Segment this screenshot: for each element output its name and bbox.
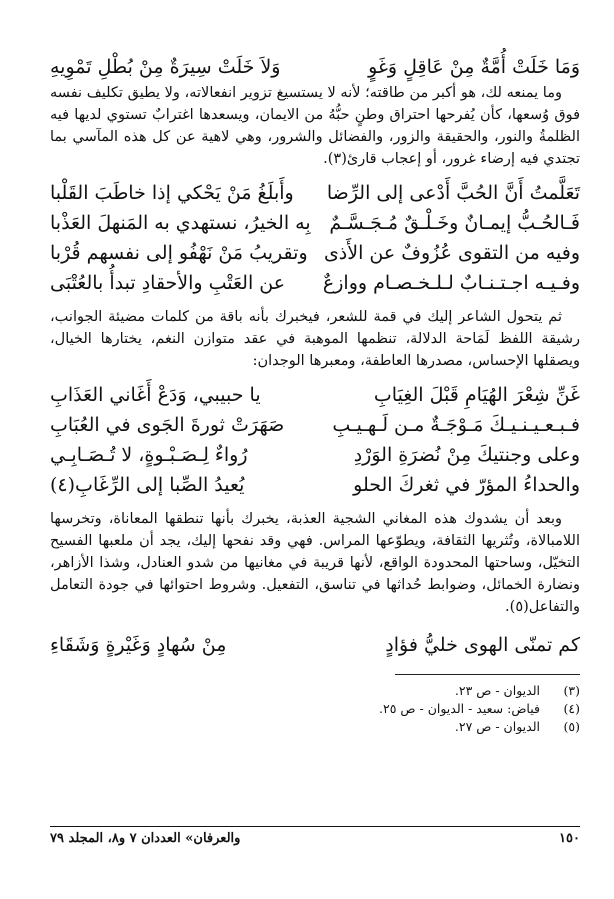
- verse-hemistich-right: كم تمنّى الهوى خليُّ فؤادٍ: [385, 634, 580, 656]
- verse-line: [50, 410, 580, 440]
- verse-line: [50, 440, 580, 470]
- verse-hemistich-left: مِنْ سُهادٍ وَغَيْرةٍ وَشَقَاءِ: [50, 634, 227, 656]
- verse-hemistich-right: وفيه من التقوى عُزُوفٌ عن الأَذى: [323, 242, 580, 264]
- verse-hemistich-right: وعلى وجنتيكَ مِنْ نُضرَةِ الوَرْدِ: [353, 444, 580, 466]
- verse-hemistich-right: والحداءُ المؤرّ في ثغركَ الحلو: [353, 474, 580, 496]
- footnote: [50, 718, 580, 736]
- footnote: [50, 700, 580, 718]
- footnote-divider: [395, 674, 580, 675]
- paragraph: وما يمنعه لك، هو أكبر من طاقته؛ لأنه لا يستسيغ تزوير انفعالاته، ولا يطيق تكليف نفسه فوق وُسعها، كأن يُفرحها احتراق وطنٍ حبُّهُ من الايمان، ويسعدها اغترابٌ تستوي لديها فيه الظلمةُ والنور، والحقيقة والزور، والفضائل والشرور، وهي لاهية عن كل هذه المآسي بما تجتدي فيه إرضاء غرور، أو إعجاب قارئ(٣).: [50, 85, 580, 167]
- verse-line: [50, 52, 580, 82]
- verse-hemistich-left: يُعيدُ الصِّبا إلى الرِّغَابِ(٤): [50, 474, 245, 496]
- verse-hemistich-left: يا حبيبي، وَدَعْ أَغَاني العَذَابِ: [50, 384, 261, 406]
- paragraph: ثم يتحول الشاعر إليك في قمة للشعر، فيخبرك بأنه باقة من كلمات مضيئة الجوانب، رشيقة اللفظ لَمَاحة الدلالة، تنظمها الموهبة في عقد متوازن النغم، يختارها الخيال، ويصقلها الإحساس، مصدرها العاطفة، ومعبرها الوجدان:: [50, 309, 580, 369]
- footnote-text: الديوان - ص ٢٣.: [454, 683, 540, 698]
- verse-hemistich-right: غَنِّ شِعْرَ الهُيَامِ قَبْلَ الغِيَابِ: [373, 384, 580, 406]
- verse-line: [50, 208, 580, 238]
- footnote: [50, 682, 580, 700]
- verse-hemistich-left: صَهَرَتْ ثورةَ الجَوى في العُبَابِ: [50, 414, 285, 436]
- journal-citation: والعرفان» العددان ٧ و٨، المجلد ٧٩: [50, 831, 241, 846]
- verse-hemistich-left: وَلاَ خَلَتْ سِيرَةٌ مِنْ بُطْلِ تَمْوِيهِ: [50, 56, 281, 78]
- verse-hemistich-left: رُواءٌ لِـصَـبْـوةٍ، لا تُـصَـابِـي: [50, 444, 248, 466]
- verse-hemistich-right: فـبـعـيـنـيـكَ مَـوْجَـةٌ مـن لَـهـيـبِ: [332, 414, 580, 436]
- verse-line: [50, 630, 580, 660]
- verse-hemistich-right: تَعَلَّمتُ أَنَّ الحُبَّ أَدْعى إلى الرِّضا: [326, 182, 580, 204]
- verse-line: [50, 268, 580, 298]
- verse-hemistich-right: وفـيـه اجـتـنـابٌ لـلـخـصـام ووازعٌ: [322, 272, 580, 294]
- verse-line: [50, 380, 580, 410]
- footnote-number: (٤): [563, 701, 580, 716]
- footnote-text: الديوان - ص ٢٧.: [454, 719, 540, 734]
- verse-hemistich-left: وأَبلَغُ مَنْ يَحْكي إذا خاطَبَ القَلْبا: [50, 182, 294, 204]
- paragraph: وبعد أن يشدوك هذه المغاني الشجية العذبة، يخبرك بأنها تنطقها المعاناة، وتخرسها اللامبالاة، وتُثريها الثقافة، ويطوّعها المراس. فهي وقد نفحها إليك، يجد أن ملعبها الفسيح التخيّل، وساحتها المحدودة الواقع، لأنها قريبة في مغانيها من شدو العنادل، وشذا الأزاهر، ونضارة الخمائل، وضوابط حُداثها في تناسق، التفعيل. وشروط احتوائها في جودة التعامل والتفاعل(٥).: [50, 511, 580, 615]
- document-page: [50, 52, 580, 882]
- verse-hemistich-left: وتقريبُ مَنْ نَهْفُو إلى نفسهم قُرْبا: [50, 242, 308, 264]
- page-footer: [50, 826, 580, 846]
- verse-hemistich-left: عن العَتْبِ والأحقادِ تبدأُ بالعُتْبَى: [50, 272, 286, 294]
- page-number: ١٥٠: [559, 831, 580, 846]
- verse-hemistich-right: وَمَا خَلَتْ أُمَّةٌ مِنْ عَاقِلٍ وَغَوٍ: [368, 56, 580, 78]
- footnote-number: (٣): [563, 683, 580, 698]
- verse-hemistich-right: فَـالحُـبُّ إيمـانٌ وخَـلْـقٌ مُـجَـسَّـمٌ: [329, 212, 580, 234]
- footnote-text: فياض: سعيد - الديوان - ص ٢٥.: [379, 701, 540, 716]
- footnote-number: (٥): [563, 719, 580, 734]
- verse-hemistich-left: بِه الخيرُ، نستهدي به المَنهلَ العَذْبا: [50, 212, 311, 234]
- verse-line: [50, 238, 580, 268]
- verse-line: [50, 470, 580, 500]
- verse-line: [50, 178, 580, 208]
